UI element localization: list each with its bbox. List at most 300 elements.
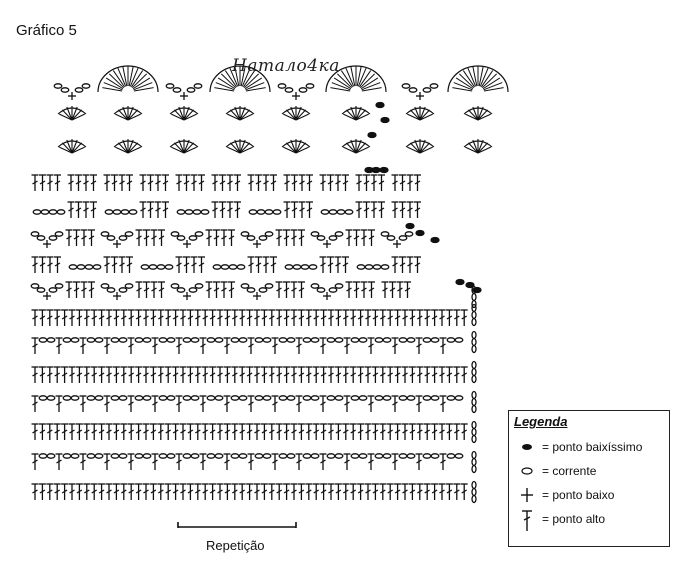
dc-stitch: [371, 202, 378, 218]
dc-stitch: [54, 484, 61, 500]
dc-stitch: [54, 424, 61, 440]
dc-stitch: [342, 367, 349, 383]
dc-stitch: [378, 175, 385, 191]
dc-stitch: [165, 310, 172, 326]
dc-stitch: [335, 484, 342, 500]
dc-stitch: [335, 310, 342, 326]
dc-stitch: [416, 396, 423, 412]
dc-stitch: [268, 310, 275, 326]
dc-stitch: [217, 310, 224, 326]
dc-stitch: [54, 310, 61, 326]
dc-stitch: [140, 202, 147, 218]
dc-stitch: [372, 484, 379, 500]
dc-stitch: [440, 454, 447, 470]
chain-stitch: [329, 210, 337, 214]
chain-stitch: [383, 396, 391, 400]
dc-stitch: [143, 310, 150, 326]
dc-stitch: [140, 175, 147, 191]
dc-stitch: [147, 202, 154, 218]
dc-stitch: [268, 484, 275, 500]
chain-stitch: [87, 396, 95, 400]
chain-stitch: [285, 88, 293, 92]
dc-stitch: [276, 282, 283, 298]
dc-stitch: [357, 367, 364, 383]
dc-stitch: [69, 484, 76, 500]
chain-stitch: [472, 406, 476, 413]
dc-stitch: [342, 310, 349, 326]
chain-stitch: [399, 396, 407, 400]
dc-stitch: [202, 484, 209, 500]
dc-stitch: [350, 484, 357, 500]
dc-stitch: [424, 484, 431, 500]
dc-stitch: [128, 424, 135, 440]
slip-stitch: [376, 103, 384, 108]
dc-stitch: [392, 454, 399, 470]
chain-stitch: [33, 210, 41, 214]
chain-stitch: [31, 284, 39, 288]
dc-stitch: [75, 175, 82, 191]
dc-stitch: [357, 484, 364, 500]
chain-stitch: [383, 338, 391, 342]
dc-stitch: [228, 230, 235, 246]
chain-stitch: [55, 232, 63, 236]
dc-stitch: [231, 367, 238, 383]
dc-stitch: [283, 484, 290, 500]
dc-stitch: [344, 396, 351, 412]
chain-stitch: [95, 396, 103, 400]
chain-stitch: [107, 288, 115, 292]
dc-stitch: [104, 257, 111, 273]
chain-stitch: [455, 338, 463, 342]
dc-stitch: [91, 310, 98, 326]
dc-stitch: [32, 257, 39, 273]
dc-stitch: [404, 282, 411, 298]
dc-stitch: [409, 310, 416, 326]
dc-stitch: [372, 424, 379, 440]
dc-stitch: [299, 175, 306, 191]
sc-stitch: [393, 240, 401, 248]
dc-stitch: [98, 424, 105, 440]
dc-stitch: [320, 367, 327, 383]
dc-stitch: [368, 338, 375, 354]
chain-stitch: [229, 265, 237, 269]
dc-stitch: [263, 257, 270, 273]
chain-stitch: [125, 284, 133, 288]
dc-stitch: [180, 310, 187, 326]
dc-stitch: [363, 175, 370, 191]
dc-stitch: [73, 230, 80, 246]
dc-stitch: [172, 424, 179, 440]
dc-stitch: [394, 367, 401, 383]
dc-stitch: [371, 175, 378, 191]
dc-stitch: [56, 396, 63, 412]
dc-stitch: [357, 310, 364, 326]
shell-motif: [342, 139, 370, 153]
chain-stitch: [299, 88, 307, 92]
sc-stitch: [68, 92, 76, 100]
dc-stitch: [365, 310, 372, 326]
dc-stitch: [407, 257, 414, 273]
chain-stitch: [387, 236, 395, 240]
chain-stitch: [231, 338, 239, 342]
dc-stitch: [157, 367, 164, 383]
dc-stitch: [268, 367, 275, 383]
chain-stitch: [111, 396, 119, 400]
chain-stitch: [166, 84, 174, 88]
dc-stitch: [446, 367, 453, 383]
sc-stitch: [253, 292, 261, 300]
chain-stitch: [135, 396, 143, 400]
dc-stitch: [198, 257, 205, 273]
chain-stitch: [255, 396, 263, 400]
dc-stitch: [248, 257, 255, 273]
dc-stitch: [213, 230, 220, 246]
dc-stitch: [305, 424, 312, 440]
dc-stitch: [39, 175, 46, 191]
chain-stitch: [375, 454, 383, 458]
dc-stitch: [344, 454, 351, 470]
dc-stitch: [276, 310, 283, 326]
dc-stitch: [80, 338, 87, 354]
chain-stitch: [95, 454, 103, 458]
dc-stitch: [73, 282, 80, 298]
dc-stitch: [176, 175, 183, 191]
dc-stitch: [461, 484, 468, 500]
dc-stitch: [231, 310, 238, 326]
chain-stitch: [279, 454, 287, 458]
chain-stitch: [82, 84, 90, 88]
chain-stitch: [129, 210, 137, 214]
chain-stitch: [47, 338, 55, 342]
chain-stitch: [273, 210, 281, 214]
dc-stitch: [446, 424, 453, 440]
chain-stitch: [101, 232, 109, 236]
chain-stitch: [37, 288, 45, 292]
dc-stitch: [342, 424, 349, 440]
chain-stitch: [263, 396, 271, 400]
dc-stitch: [151, 282, 158, 298]
dc-stitch: [299, 202, 306, 218]
slip-stitch: [431, 238, 439, 243]
dc-stitch: [194, 367, 201, 383]
chain-stitch: [71, 338, 79, 342]
dc-stitch: [414, 202, 421, 218]
dc-stitch: [106, 310, 113, 326]
dc-stitch: [198, 175, 205, 191]
dc-stitch: [126, 257, 133, 273]
dc-stitch: [209, 367, 216, 383]
dc-stitch: [221, 230, 228, 246]
dc-stitch: [143, 424, 150, 440]
dc-stitch: [298, 424, 305, 440]
slip-stitch: [456, 280, 464, 285]
dc-stitch: [246, 484, 253, 500]
dc-stitch: [54, 367, 61, 383]
chain-stitch: [247, 288, 255, 292]
chain-stitch: [105, 210, 113, 214]
dc-stitch: [392, 175, 399, 191]
dc-stitch: [306, 202, 313, 218]
chain-stitch: [177, 288, 185, 292]
dc-stitch: [104, 175, 111, 191]
chain-stitch: [263, 338, 271, 342]
dc-stitch: [313, 367, 320, 383]
chain-stitch: [311, 232, 319, 236]
dc-stitch: [335, 175, 342, 191]
dc-stitch: [268, 424, 275, 440]
chain-stitch: [119, 288, 127, 292]
dc-stitch: [239, 367, 246, 383]
dc-stitch: [305, 484, 312, 500]
chain-stitch: [409, 88, 417, 92]
dc-stitch: [119, 257, 126, 273]
dc-stitch: [416, 484, 423, 500]
dc-stitch: [328, 484, 335, 500]
chain-stitch: [141, 265, 149, 269]
chain-stitch: [191, 338, 199, 342]
chain-stitch: [167, 396, 175, 400]
chain-stitch: [85, 265, 93, 269]
sc-stitch: [180, 92, 188, 100]
dc-stitch: [439, 424, 446, 440]
dc-stitch: [344, 338, 351, 354]
dc-stitch: [342, 175, 349, 191]
chain-stitch: [279, 338, 287, 342]
chain-stitch: [472, 436, 476, 443]
dc-stitch: [335, 257, 342, 273]
dc-stitch: [152, 338, 159, 354]
dc-stitch: [54, 257, 61, 273]
dc-stitch: [298, 367, 305, 383]
sc-stitch: [292, 92, 300, 100]
dc-stitch: [113, 484, 120, 500]
chain-stitch: [472, 422, 476, 429]
dc-stitch: [91, 367, 98, 383]
dc-stitch: [320, 175, 327, 191]
dc-stitch: [90, 202, 97, 218]
chain-stitch: [472, 399, 476, 406]
dc-stitch: [379, 310, 386, 326]
dc-stitch: [291, 230, 298, 246]
dc-stitch: [202, 424, 209, 440]
repeat-bracket: [178, 522, 296, 528]
dc-stitch: [246, 367, 253, 383]
chain-stitch: [213, 265, 221, 269]
chain-stitch: [239, 338, 247, 342]
dc-stitch: [440, 338, 447, 354]
dc-stitch: [120, 310, 127, 326]
dc-stitch: [283, 367, 290, 383]
dc-stitch: [187, 310, 194, 326]
dc-stitch: [113, 367, 120, 383]
dc-stitch: [296, 454, 303, 470]
chain-stitch: [191, 396, 199, 400]
dc-stitch: [81, 230, 88, 246]
dc-stitch: [270, 175, 277, 191]
dc-stitch: [88, 282, 95, 298]
dc-stitch: [261, 367, 268, 383]
chain-stitch: [359, 454, 367, 458]
dc-stitch: [392, 396, 399, 412]
chain-stitch: [215, 338, 223, 342]
chain-stitch: [329, 288, 337, 292]
dc-stitch: [350, 367, 357, 383]
dc-stitch: [461, 310, 468, 326]
dc-stitch: [194, 484, 201, 500]
dc-stitch: [261, 310, 268, 326]
dc-stitch: [46, 484, 53, 500]
slip-stitch: [381, 118, 389, 123]
dc-stitch: [56, 338, 63, 354]
dc-stitch: [284, 175, 291, 191]
dc-stitch: [453, 367, 460, 383]
chain-stitch: [119, 338, 127, 342]
dc-stitch: [176, 454, 183, 470]
dc-stitch: [56, 454, 63, 470]
chain-stitch: [185, 210, 193, 214]
dc-stitch: [276, 484, 283, 500]
dc-stitch: [157, 484, 164, 500]
dc-stitch: [409, 424, 416, 440]
chain-stitch: [257, 210, 265, 214]
dc-stitch: [320, 484, 327, 500]
chain-stitch: [423, 88, 431, 92]
dc-stitch: [446, 310, 453, 326]
dc-stitch: [382, 282, 389, 298]
dc-stitch: [387, 424, 394, 440]
dc-stitch: [263, 175, 270, 191]
dc-stitch: [365, 424, 372, 440]
chain-stitch: [311, 338, 319, 342]
legend-label: = corrente: [542, 464, 597, 478]
legend-box: [508, 410, 670, 547]
chain-stitch: [61, 88, 69, 92]
dc-stitch: [104, 338, 111, 354]
dc-stitch: [342, 484, 349, 500]
dc-stitch: [172, 484, 179, 500]
dc-stitch: [399, 175, 406, 191]
chain-stitch: [351, 396, 359, 400]
dc-stitch: [39, 367, 46, 383]
dc-stitch: [368, 230, 375, 246]
dc-stitch: [120, 367, 127, 383]
slip-stitch: [365, 168, 373, 173]
dc-stitch: [261, 424, 268, 440]
dc-stitch: [231, 424, 238, 440]
chain-stitch: [447, 396, 455, 400]
chain-stitch: [311, 396, 319, 400]
dc-stitch: [32, 424, 39, 440]
dc-stitch: [453, 424, 460, 440]
chain-stitch: [167, 454, 175, 458]
chain-stitch: [63, 454, 71, 458]
chain-stitch: [431, 338, 439, 342]
dc-stitch: [291, 484, 298, 500]
dc-stitch: [135, 484, 142, 500]
dc-stitch: [407, 175, 414, 191]
shell-motif: [282, 139, 310, 153]
chain-stitch: [472, 496, 476, 503]
chain-stitch: [71, 454, 79, 458]
dc-stitch: [248, 396, 255, 412]
dc-stitch: [209, 424, 216, 440]
dc-stitch: [39, 424, 46, 440]
sc-stitch: [416, 92, 424, 100]
slip-stitch: [380, 168, 388, 173]
dc-stitch: [46, 310, 53, 326]
chain-stitch: [381, 232, 389, 236]
chain-stitch: [309, 265, 317, 269]
dc-stitch: [327, 257, 334, 273]
dc-stitch: [150, 424, 157, 440]
chain-stitch: [49, 210, 57, 214]
chain-stitch: [278, 84, 286, 88]
dc-stitch: [98, 484, 105, 500]
dc-stitch: [98, 310, 105, 326]
dc-stitch: [152, 396, 159, 412]
dc-stitch: [453, 484, 460, 500]
chain-stitch: [472, 369, 476, 376]
chain-stitch: [472, 332, 476, 339]
chain-stitch: [303, 396, 311, 400]
chain-stitch: [95, 338, 103, 342]
chain-stitch: [49, 288, 57, 292]
dc-stitch: [320, 424, 327, 440]
dc-stitch: [416, 338, 423, 354]
chain-stitch: [265, 284, 273, 288]
chain-stitch: [301, 265, 309, 269]
chain-stitch: [159, 338, 167, 342]
chain-stitch: [247, 236, 255, 240]
dc-stitch: [399, 257, 406, 273]
chain-stitch: [237, 265, 245, 269]
chain-stitch: [317, 288, 325, 292]
legend-item-ponto-alto: [509, 509, 669, 531]
chain-stitch: [259, 288, 267, 292]
dc-stitch: [98, 367, 105, 383]
chain-stitch: [423, 454, 431, 458]
sc-stitch: [113, 240, 121, 248]
shell-motif: [58, 139, 86, 153]
dc-stitch: [158, 230, 165, 246]
dc-stitch: [143, 230, 150, 246]
chain-stitch: [69, 265, 77, 269]
dc-stitch: [234, 175, 241, 191]
chain-stitch: [303, 338, 311, 342]
dc-stitch: [143, 367, 150, 383]
dc-stitch: [440, 396, 447, 412]
dc-stitch: [120, 424, 127, 440]
sc-stitch: [253, 240, 261, 248]
chain-stitch: [159, 396, 167, 400]
dc-stitch: [217, 424, 224, 440]
chain-stitch: [39, 454, 47, 458]
chain-stitch: [335, 284, 343, 288]
dc-stitch: [136, 282, 143, 298]
dc-stitch: [88, 230, 95, 246]
dc-stitch: [276, 424, 283, 440]
dc-stitch: [424, 424, 431, 440]
single-crochet-icon: [517, 485, 537, 505]
dc-stitch: [361, 230, 368, 246]
chain-stitch: [472, 346, 476, 353]
chain-stitch: [255, 338, 263, 342]
dc-stitch: [414, 175, 421, 191]
dc-stitch: [392, 338, 399, 354]
dc-stitch: [446, 484, 453, 500]
legend-title: Legenda: [514, 414, 568, 429]
chain-stitch: [31, 232, 39, 236]
